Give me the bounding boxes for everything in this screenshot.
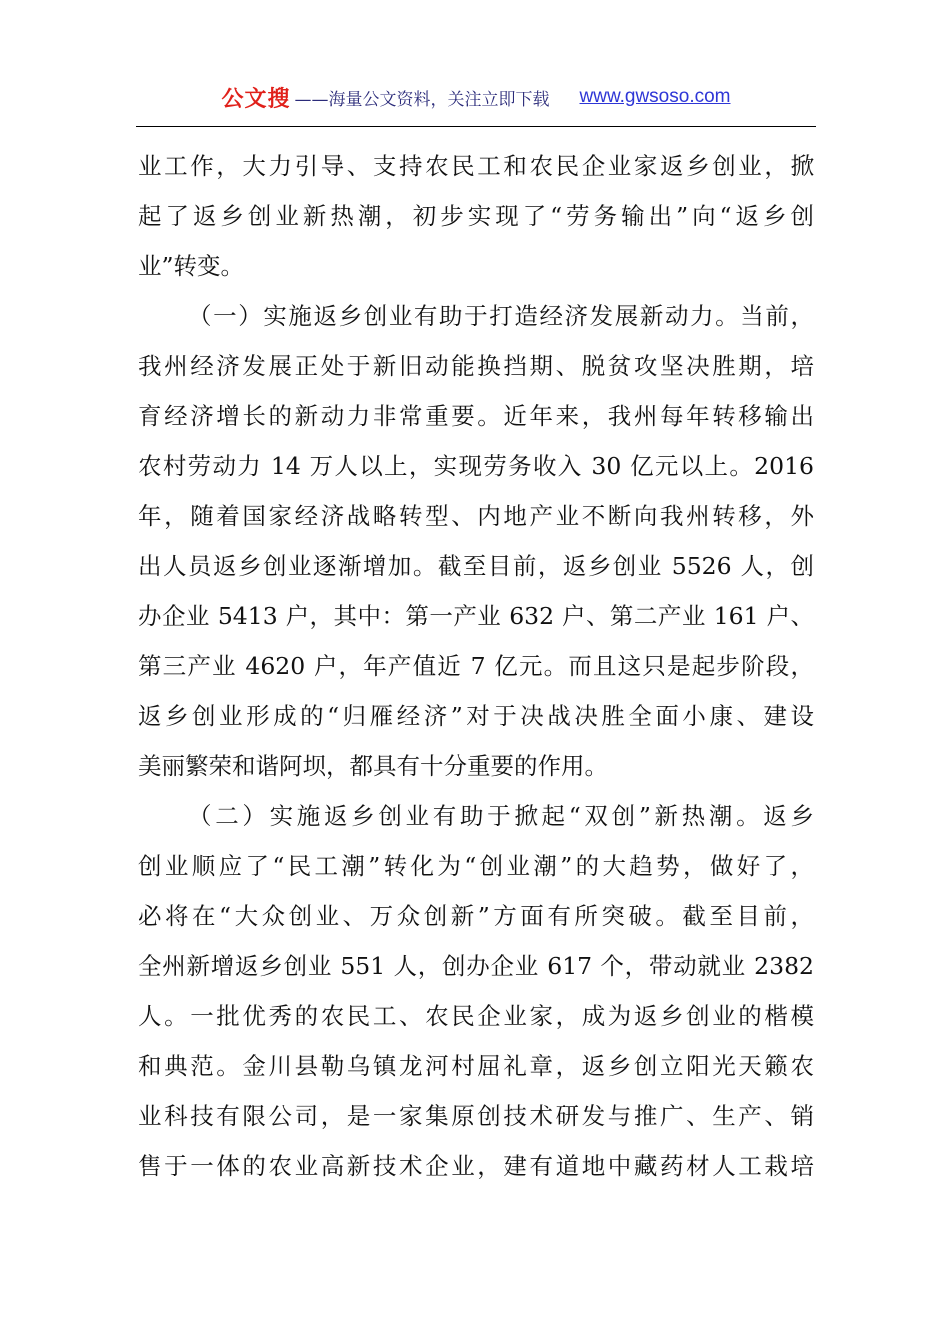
- text-line: 业科技有限公司，是一家集原创技术研发与推广、生产、销: [138, 1102, 814, 1130]
- text-line: 返乡创业形成的“归雁经济”对于决战决胜全面小康、建设: [138, 702, 814, 730]
- text-line: 必将在“大众创业、万众创新”方面有所突破。截至目前，: [138, 902, 814, 930]
- section-heading-line: （二）实施返乡创业有助于掀起“双创”新热潮。返乡: [188, 802, 814, 830]
- text-line: 人。一批优秀的农民工、农民企业家，成为返乡创业的楷模: [138, 1002, 814, 1030]
- text-line: 起了返乡创业新热潮，初步实现了“劳务输出”向“返乡创: [138, 202, 814, 230]
- section-heading-line: （一）实施返乡创业有助于打造经济发展新动力。当前，: [188, 302, 814, 330]
- text-line: 第三产业 4620 户，年产值近 7 亿元。而且这只是起步阶段，: [138, 652, 814, 680]
- text-line: 农村劳动力 14 万人以上，实现劳务收入 30 亿元以上。2016: [138, 452, 814, 480]
- text-line: 育经济增长的新动力非常重要。近年来，我州每年转移输出: [138, 402, 814, 430]
- text-line: 年，随着国家经济战略转型、内地产业不断向我州转移，外: [138, 502, 814, 530]
- website-link[interactable]: www.gwsoso.com: [579, 86, 731, 107]
- text-line: 创业顺应了“民工潮”转化为“创业潮”的大趋势，做好了，: [138, 852, 814, 880]
- document-body: [138, 141, 814, 1191]
- text-line: 业”转变。: [138, 252, 245, 280]
- brand-logo-text: 公文搜: [221, 86, 291, 112]
- text-line: 美丽繁荣和谐阿坝，都具有十分重要的作用。: [138, 752, 608, 780]
- text-line: 和典范。金川县勒乌镇龙河村屈礼章，返乡创立阳光天籁农: [138, 1052, 814, 1080]
- page-header: [136, 80, 816, 114]
- header-divider: [136, 126, 816, 127]
- text-line: 出人员返乡创业逐渐增加。截至目前，返乡创业 5526 人，创: [138, 552, 814, 580]
- text-line: 我州经济发展正处于新旧动能换挡期、脱贫攻坚决胜期，培: [138, 352, 814, 380]
- text-line: 办企业 5413 户，其中：第一产业 632 户、第二产业 161 户、: [138, 602, 814, 630]
- header-slogan: ——海量公文资料，关注立即下载: [294, 89, 550, 110]
- text-line: 全州新增返乡创业 551 人，创办企业 617 个，带动就业 2382: [138, 952, 814, 980]
- text-line: 业工作，大力引导、支持农民工和农民企业家返乡创业，掀: [138, 152, 814, 180]
- text-line: 售于一体的农业高新技术企业，建有道地中藏药材人工栽培: [138, 1152, 814, 1180]
